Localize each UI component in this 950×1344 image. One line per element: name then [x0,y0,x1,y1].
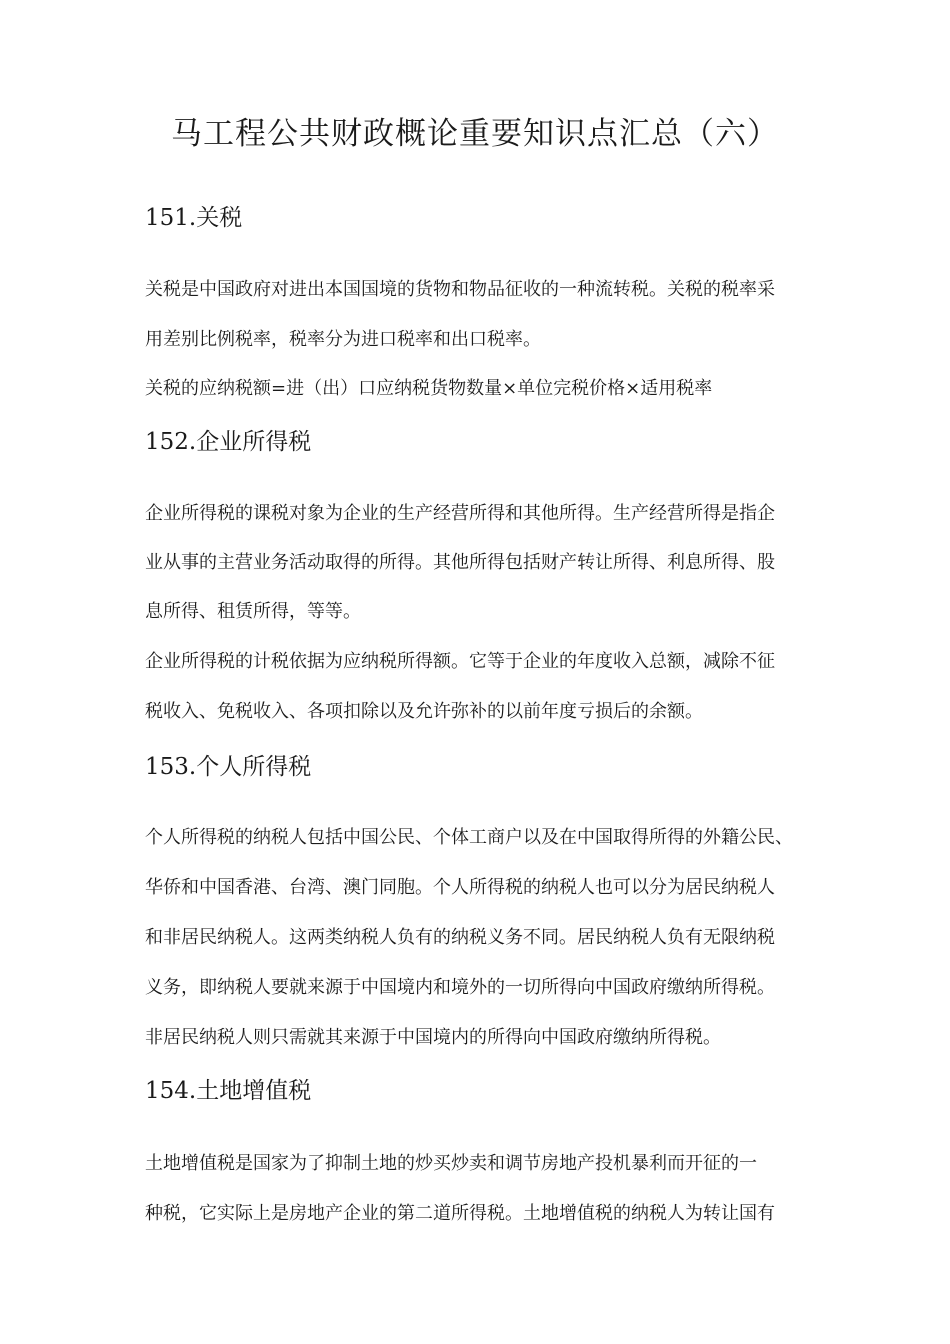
paragraph-line: 和非居民纳税人。这两类纳税人负有的纳税义务不同。居民纳税人负有无限纳税 [145,927,775,948]
paragraph-line: 个人所得税的纳税人包括中国公民、个体工商户以及在中国取得所得的外籍公民、 [145,827,793,848]
paragraph-line: 税收入、免税收入、各项扣除以及允许弥补的以前年度亏损后的余额。 [145,701,703,722]
paragraph-line: 业从事的主营业务活动取得的所得。其他所得包括财产转让所得、利息所得、股 [145,552,775,573]
section-heading-151: 151.关税 [145,205,243,231]
paragraph-line: 息所得、租赁所得，等等。 [145,601,361,622]
paragraph-line: 用差别比例税率，税率分为进口税率和出口税率。 [145,329,541,350]
paragraph-line: 义务，即纳税人要就来源于中国境内和境外的一切所得向中国政府缴纳所得税。 [145,977,775,998]
paragraph-line: 企业所得税的课税对象为企业的生产经营所得和其他所得。生产经营所得是指企 [145,503,775,524]
section-heading-152: 152.企业所得税 [145,429,312,455]
paragraph-line: 华侨和中国香港、台湾、澳门同胞。个人所得税的纳税人也可以分为居民纳税人 [145,877,775,898]
section-heading-153: 153.个人所得税 [145,754,312,780]
paragraph-line: 种税，它实际上是房地产企业的第二道所得税。土地增值税的纳税人为转让国有 [145,1203,775,1224]
paragraph-line: 土地增值税是国家为了抑制土地的炒买炒卖和调节房地产投机暴利而开征的一 [145,1153,757,1174]
section-heading-154: 154.土地增值税 [145,1078,312,1104]
paragraph-line: 关税的应纳税额=进（出）口应纳税货物数量×单位完税价格×适用税率 [145,378,713,399]
document-title: 马工程公共财政概论重要知识点汇总（六） [171,116,779,152]
paragraph-line: 企业所得税的计税依据为应纳税所得额。它等于企业的年度收入总额，减除不征 [145,651,775,672]
paragraph-line: 非居民纳税人则只需就其来源于中国境内的所得向中国政府缴纳所得税。 [145,1027,721,1048]
paragraph-line: 关税是中国政府对进出本国国境的货物和物品征收的一种流转税。关税的税率采 [145,279,775,300]
